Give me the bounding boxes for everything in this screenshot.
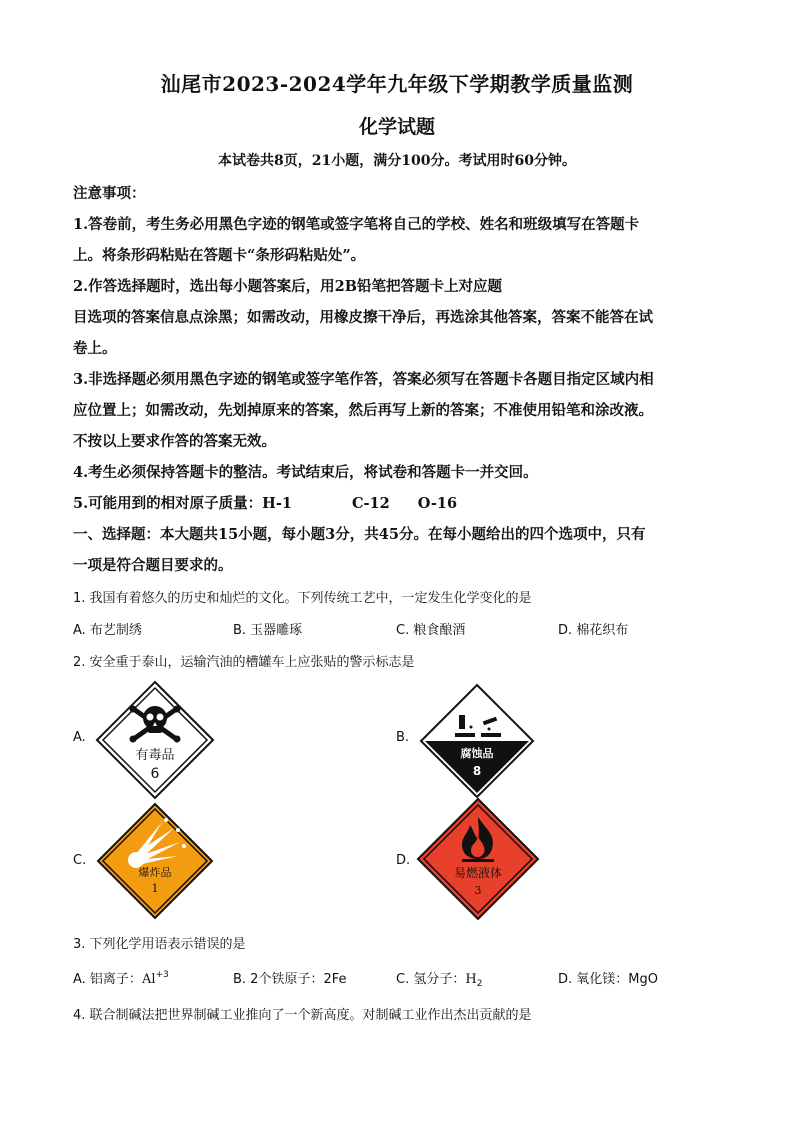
flammable-sign-number: 3 — [474, 884, 482, 897]
exam-info: 本试卷共8页，21小题，满分100分。考试用时60分钟。 — [218, 153, 576, 169]
q3-option-c-subscript: 2 — [476, 979, 483, 989]
q1-option-d[interactable]: D. 棉花织布 — [558, 623, 629, 638]
q3-option-a[interactable] — [73, 968, 169, 987]
q3-option-c-symbol: H — [465, 972, 477, 987]
q3-option-d[interactable]: D. 氧化镁：MgO — [558, 972, 658, 987]
toxic-sign[interactable] — [95, 680, 215, 800]
q2-option-d-label[interactable]: D. — [396, 853, 411, 868]
toxic-sign-text: 有毒品 — [135, 748, 175, 763]
q3-stem: 3. 下列化学用语表示错误的是 — [73, 937, 246, 952]
q3-option-c-label: C. 氢分子： — [396, 972, 466, 987]
flammable-sign-text: 易燃液体 — [453, 866, 503, 880]
q3-option-a-symbol: Al — [141, 972, 156, 987]
note-line: 上。将条形码粘贴在答题卡“条形码粘贴处”。 — [73, 247, 366, 264]
q3-option-a-label: A. 铝离子： — [73, 972, 142, 987]
section-heading: 一、选择题：本大题共15小题，每小题3分，共45分。在每小题给出的四个选项中，只有 — [73, 526, 646, 543]
explosive-sign-number: 1 — [151, 882, 159, 895]
q2-stem: 2. 安全重于泰山，运输汽油的槽罐车上应张贴的警示标志是 — [73, 655, 415, 670]
corrosive-sign-text: 腐蚀品 — [460, 747, 494, 760]
toxic-sign-number: 6 — [150, 766, 160, 782]
note-line: 不按以上要求作答的答案无效。 — [73, 433, 276, 450]
q1-stem: 1. 我国有着悠久的历史和灿烂的文化。下列传统工艺中，一定发生化学变化的是 — [73, 591, 532, 606]
q2-option-b-label[interactable]: B. — [396, 730, 410, 745]
explosive-sign-text: 爆炸品 — [138, 866, 172, 879]
atomic-h: H-1 — [262, 495, 292, 512]
note-line: 1.答卷前，考生务必用黑色字迹的钢笔或签字笔将自己的学校、姓名和班级填写在答题卡 — [73, 216, 640, 233]
q1-option-a[interactable]: A. 布艺制绣 — [73, 623, 142, 638]
atomic-o: O-16 — [417, 495, 458, 512]
note-line: 卷上。 — [73, 340, 117, 357]
corrosive-sign-number: 8 — [472, 764, 482, 778]
atomic-mass-line — [73, 492, 733, 513]
subject-title: 化学试题 — [358, 116, 435, 138]
atomic-mass-prefix: 5.可能用到的相对原子质量： — [73, 495, 263, 512]
note-line: 3.非选择题必须用黑色字迹的钢笔或签字笔作答，答案必须写在答题卡各题目指定区域内相 — [73, 371, 654, 388]
section-heading-cont: 一项是符合题目要求的。 — [73, 557, 233, 574]
explosive-sign[interactable] — [96, 802, 214, 920]
q2-option-c-label[interactable]: C. — [73, 853, 87, 868]
q1-option-b[interactable]: B. 玉器雕琢 — [233, 623, 303, 638]
note-line: 2.作答选择题时，选出每小题答案后，用2B铅笔把答题卡上对应题 — [73, 278, 502, 295]
corrosive-sign[interactable] — [419, 683, 535, 799]
notes-heading: 注意事项： — [73, 185, 146, 202]
q2-option-a-label[interactable]: A. — [73, 730, 86, 745]
note-line: 应位置上；如需改动，先划掉原来的答案，然后再写上新的答案；不准使用铅笔和涂改液。 — [73, 402, 653, 419]
exam-title: 汕尾市2023-2024学年九年级下学期教学质量监测 — [160, 72, 634, 96]
q4-stem: 4. 联合制碱法把世界制碱工业推向了一个新高度。对制碱工业作出杰出贡献的是 — [73, 1008, 532, 1023]
q3-option-c[interactable] — [396, 968, 482, 989]
note-line: 4.考生必须保持答题卡的整洁。考试结束后，将试卷和答题卡一并交回。 — [73, 464, 538, 481]
note-line: 目选项的答案信息点涂黑；如需改动，用橡皮擦干净后，再选涂其他答案，答案不能答在试 — [73, 309, 653, 326]
q3-option-a-charge: +3 — [155, 970, 169, 980]
q1-option-c[interactable]: C. 粮食酿酒 — [396, 623, 466, 638]
atomic-c: C-12 — [351, 495, 390, 512]
flammable-liquid-sign[interactable] — [416, 797, 540, 921]
q3-option-b[interactable]: B. 2个铁原子：2Fe — [233, 972, 347, 987]
